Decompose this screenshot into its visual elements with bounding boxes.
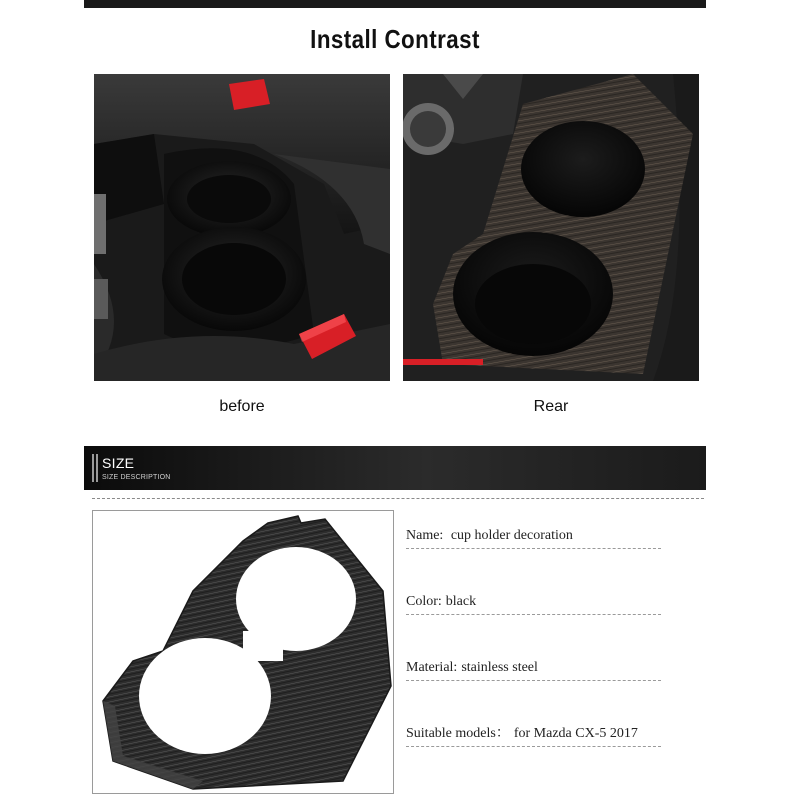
spec-color-value: black: [445, 594, 477, 609]
spec-color: [406, 594, 661, 615]
size-bars-icon: [92, 454, 98, 482]
spec-material: [406, 660, 661, 681]
spec-material-value: stainless steel: [461, 660, 538, 675]
product-image: [92, 510, 394, 794]
after-photo: [403, 74, 699, 381]
spec-name-value: cup holder decoration: [450, 528, 573, 543]
spec-models-value: for Mazda CX-5 2017: [513, 726, 638, 741]
top-banner-strip: [84, 0, 706, 8]
spec-name: [406, 528, 661, 549]
page-title: Install Contrast: [310, 24, 480, 54]
before-photo: [94, 74, 390, 381]
divider: [92, 498, 704, 499]
size-subtitle: SIZE DESCRIPTION: [102, 474, 171, 481]
size-section-header: [84, 446, 706, 490]
spec-models: [406, 722, 661, 747]
spec-color-label: Color:: [406, 594, 442, 609]
size-title: SIZE: [102, 455, 135, 471]
spec-models-label: Suitable models：: [406, 726, 510, 741]
before-caption: before: [219, 398, 265, 415]
spec-name-label: Name:: [406, 528, 444, 543]
after-caption: Rear: [533, 398, 569, 415]
spec-material-label: Material:: [406, 660, 458, 675]
